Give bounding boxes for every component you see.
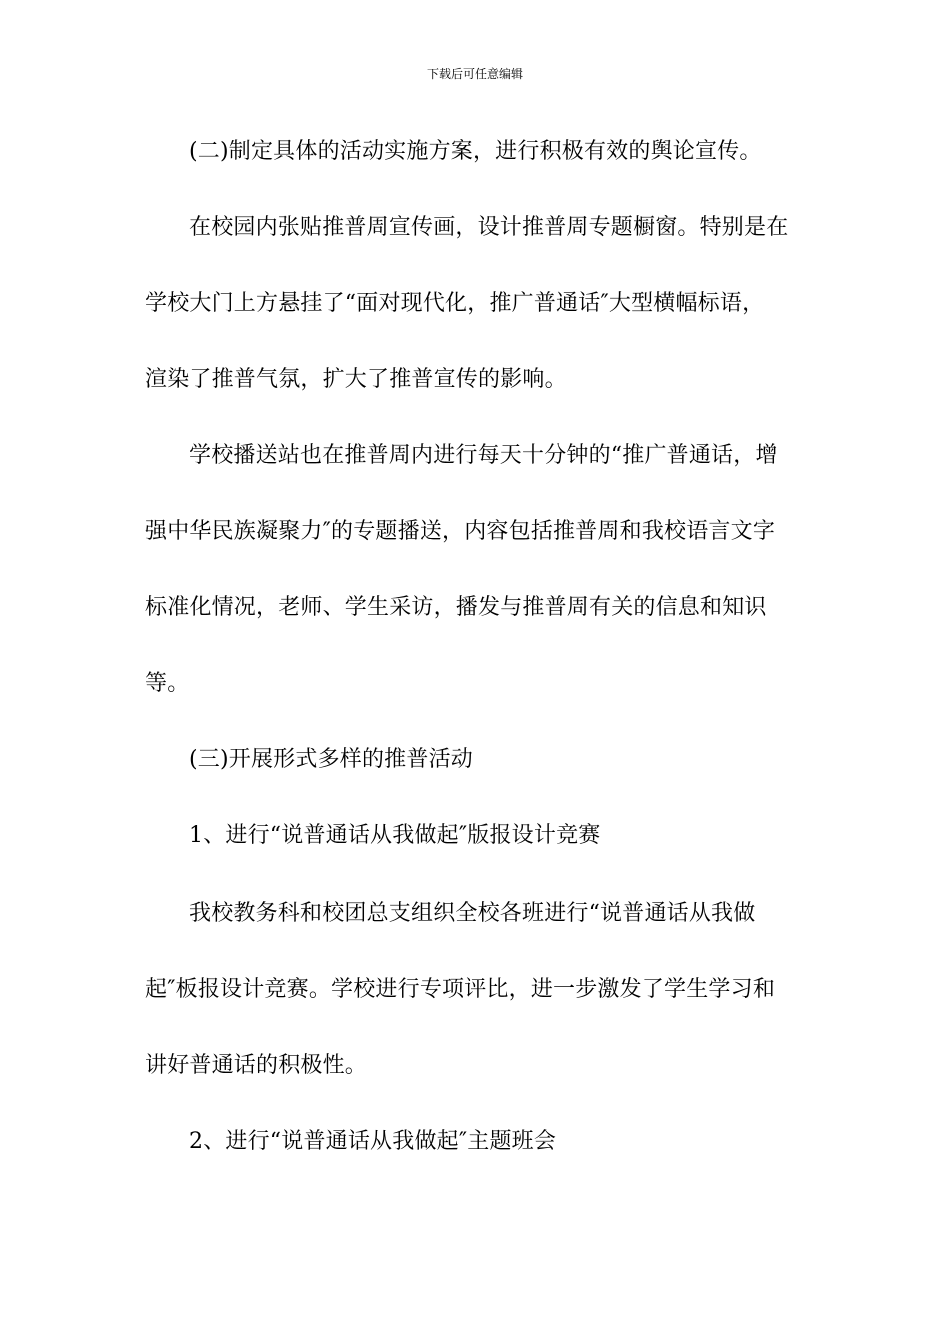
paragraph-line: 学校播送站也在推普周内进行每天十分钟的“推广普通话，增 [189, 443, 778, 468]
paragraph-line: 标准化情况，老师、学生采访，播发与推普周有关的信息和知识 [145, 595, 767, 620]
section-heading-3: (三)开展形式多样的推普活动 [189, 747, 473, 772]
paragraph-line: 渲染了推普气氛，扩大了推普宣传的影响。 [145, 367, 567, 392]
paragraph-line: 强中华民族凝聚力″的专题播送，内容包括推普周和我校语言文字 [145, 519, 776, 544]
subsection-heading-2: 2、进行“说普通话从我做起″主题班会 [189, 1129, 557, 1154]
paragraph-line: 讲好普通话的积极性。 [145, 1053, 368, 1078]
paragraph-line: 等。 [145, 671, 190, 696]
paragraph-line: 我校教务科和校团总支组织全校各班进行“说普通话从我做 [189, 901, 756, 926]
subsection-heading-1: 1、进行“说普通话从我做起″版报设计竞赛 [189, 823, 601, 848]
page-header: 下载后可任意编辑 [426, 67, 523, 81]
paragraph-line: 学校大门上方悬挂了“面对现代化，推广普通话″大型横幅标语， [145, 291, 765, 316]
paragraph-line: 起″板报设计竞赛。学校进行专项评比，进一步激发了学生学习和 [145, 977, 776, 1002]
section-heading-2: (二)制定具体的活动实施方案，进行积极有效的舆论宣传。 [189, 139, 762, 164]
paragraph-line: 在校园内张贴推普周宣传画，设计推普周专题橱窗。特别是在 [189, 215, 789, 240]
